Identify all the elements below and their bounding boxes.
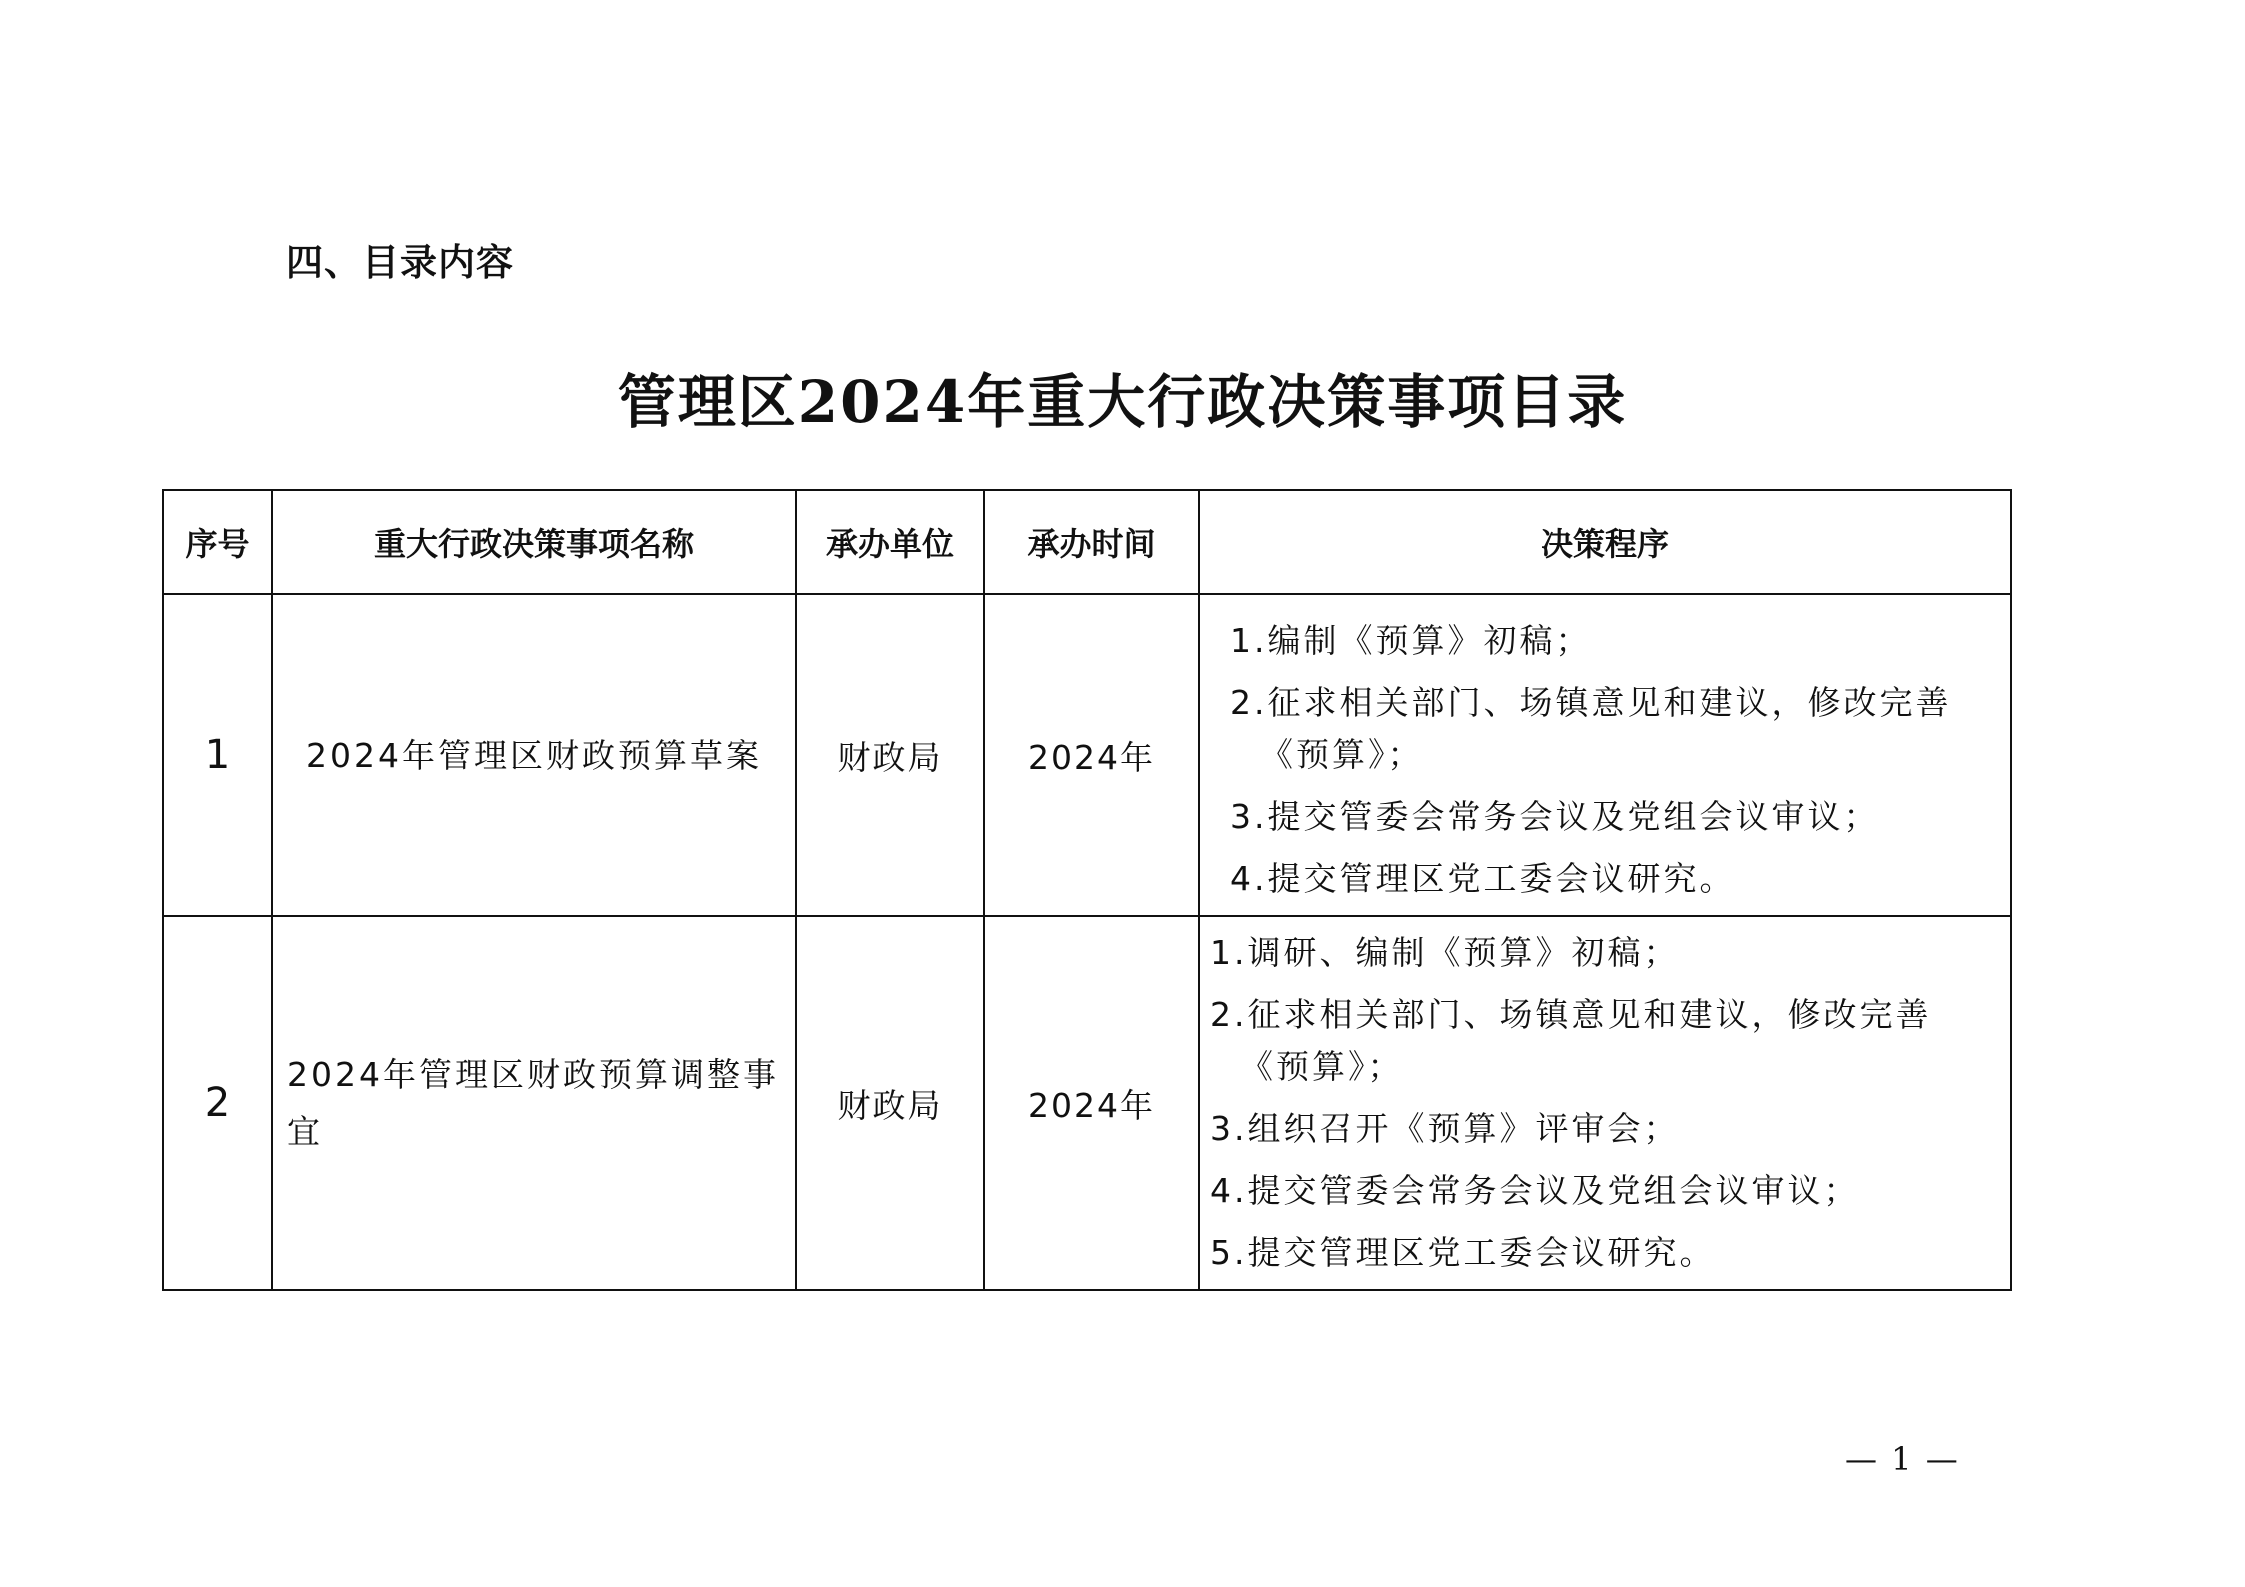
procedure-step: 1.调研、编制《预算》初稿； [1210,933,1680,972]
row-unit: 财政局 [796,594,984,916]
row-procedure [1199,594,2011,916]
procedure-step: 4.提交管理区党工委会议研究。 [1230,859,1736,898]
row-seq: 2 [163,916,272,1290]
procedure-step: 3.组织召开《预算》评审会； [1210,1109,1680,1148]
decision-catalog-table [162,489,2012,1291]
row-name: 2024年管理区财政预算调整事宜 [272,916,796,1290]
header-time: 承办时间 [984,490,1199,594]
page-number: — 1 — [1845,1440,1960,1478]
procedure-step: 4.提交管委会常务会议及党组会议审议； [1210,1171,1860,1210]
table-row [163,594,2011,916]
table-header-row [163,490,2011,594]
row-seq: 1 [163,594,272,916]
header-name: 重大行政决策事项名称 [272,490,796,594]
procedure-step: 2.征求相关部门、场镇意见和建议，修改完善《预算》； [1230,683,1952,774]
section-heading: 四、目录内容 [286,241,514,284]
row-procedure [1199,916,2011,1290]
procedure-steps [1200,917,2010,1279]
procedure-step: 3.提交管委会常务会议及党组会议审议； [1230,797,1880,836]
document-title: 管理区2024年重大行政决策事项目录 [617,368,1628,436]
row-unit: 财政局 [796,916,984,1290]
row-time: 2024年 [984,916,1199,1290]
table-row [163,916,2011,1290]
row-time: 2024年 [984,594,1199,916]
procedure-step: 5.提交管理区党工委会议研究。 [1210,1233,1716,1272]
procedure-step: 1.编制《预算》初稿； [1230,621,1592,660]
procedure-step: 2.征求相关部门、场镇意见和建议，修改完善《预算》； [1210,995,1932,1086]
header-unit: 承办单位 [796,490,984,594]
header-seq: 序号 [163,490,272,594]
header-procedure: 决策程序 [1199,490,2011,594]
row-name: 2024年管理区财政预算草案 [272,594,796,916]
procedure-steps [1200,595,2010,905]
